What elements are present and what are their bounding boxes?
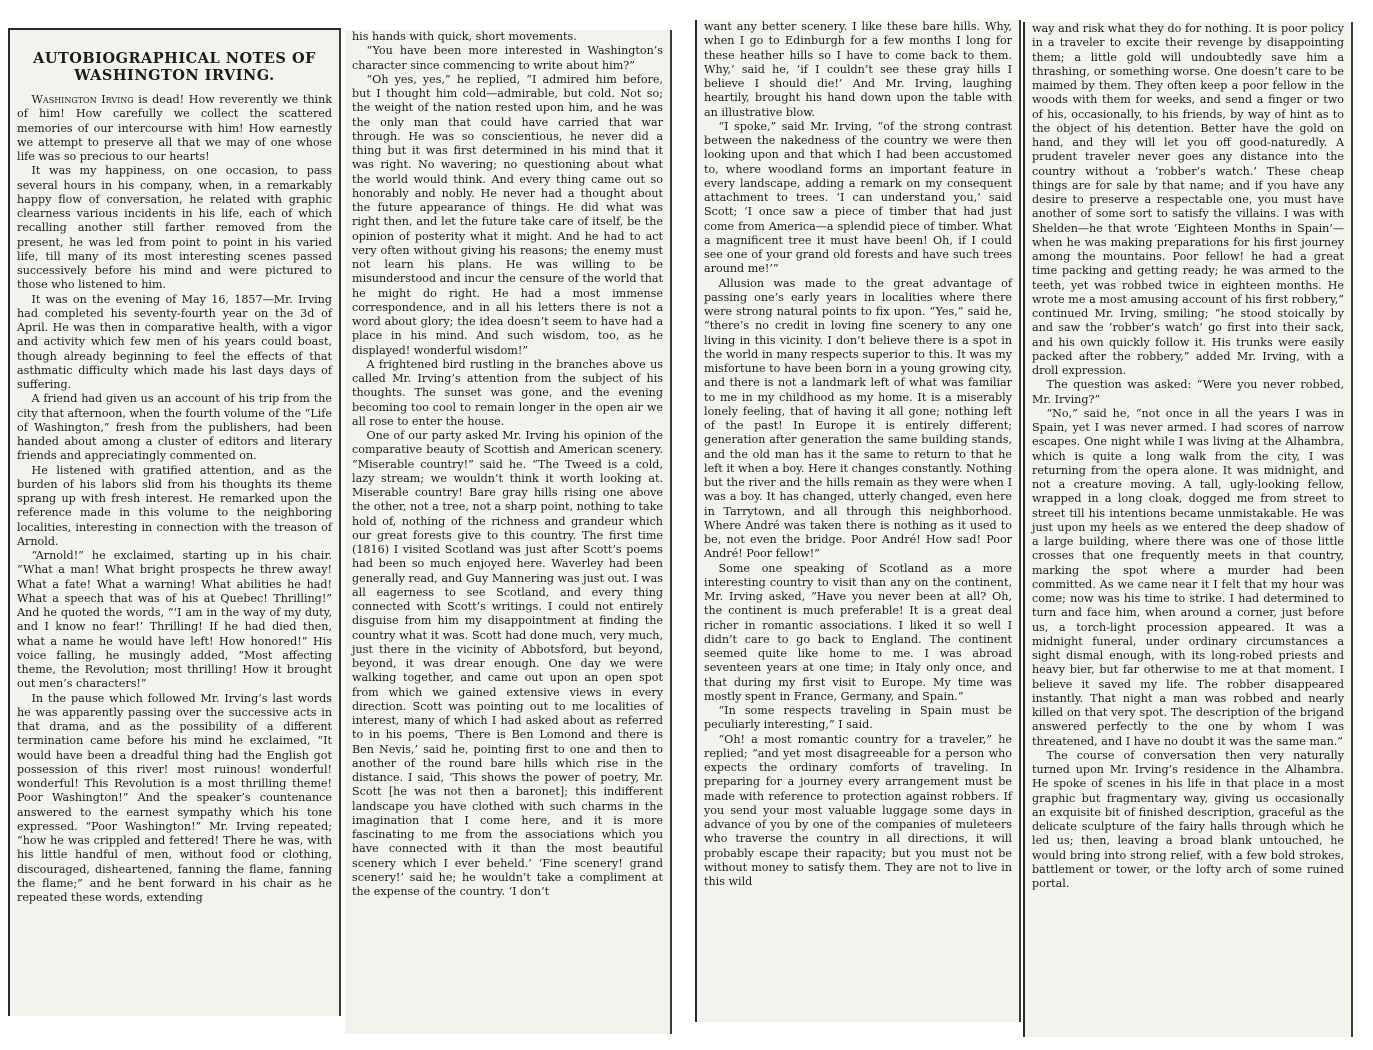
paragraph-text: Allusion was made to the great advantage of passing one’s early years in localities where there were strong natural points to fix upon. “Yes,” said he, “there’s no credit in loving fine scenery to any one living in this vicinity. I don’t believe there is a spot in the world in many respects superior to this. It was my misfortune to have been born in a young growing city, and there is not a landmark left of what was familiar to me in my childhood as my home. It is a miserably lonely feeling, that of having it all gone; nothing left of the past! In Europe it is entirely different; generation after generation the same building stands, and the old man has it the same to return to that he left it when a boy. Here it changes constantly. Nothing but the river and the hills remain as they were when I was a boy. It has changed, utterly changed, even here in Tarrytown, and all through this neighborhood. Where André was taken there is nothing as it used to be, not even the bridge. Poor André! How sad! Poor André! Poor fellow!” [704, 276, 1012, 561]
headline-line-2: WASHINGTON IRVING. [74, 67, 275, 84]
article-paragraph [17, 392, 332, 463]
article-paragraph [704, 733, 1012, 890]
article-paragraph [1032, 407, 1344, 749]
article-paragraph [704, 277, 1012, 562]
article-paragraph [704, 120, 1012, 277]
paragraph-text: One of our party asked Mr. Irving his opinion of the comparative beauty of Scottish and American scenery. “Miserable country!” said he. “The Tweed is a cold, lazy stream; we wouldn’t think it worth looking at. Miserable country! Bare gray hills rising one above the other, not a tree, not a sharp point, nothing to take hold of, nothing of the richness and grandeur which our great forests give to this country. The first time (1816) I visited Scotland was just after Scott’s poems had been so much enjoyed here. Waverley had been generally read, and Guy Mannering was just out. I was all eagerness to see Scotland, and every thing connected with Scott’s writings. I could not entirely disguise from him my disappointment at finding the country what it was. Scott had done much, very much, just there in the vicinity of Abbotsford, but beyond, beyond, it was drear enough. One day we were walking together, and came out upon an open spot from which we gained extensive views in every direction. Scott was pointing out to me localities of interest, many of which I had asked about as referred to in his poems, ‘There is Ben Lomond and there is Ben Nevis,’ said he, pointing first to one and then to another of the round bare hills which rise in the distance. I said, ‘This shows the power of poetry, Mr. Scott [he was not then a baronet]; this indifferent landscape you have clothed with such charms in the imagination that I come here, and it is more fascinating to me from the associations which you have connected with it than the most beautiful scenery which I ever beheld.’ ‘Fine scenery! grand scenery!’ said he; he wouldn’t take a compliment at the expense of the country. ‘I don’t [352, 429, 663, 898]
article-paragraph [704, 704, 1012, 733]
newspaper-column-4 [1023, 22, 1353, 1037]
article-paragraph [17, 93, 332, 164]
paragraph-text: “Oh! a most romantic country for a traveler,” he replied; “and yet most disagreeable for a person who expects the ordinary comforts of traveling. In preparing for a journey every arrangement must be made with reference to protection against robbers. If you send your most valuable luggage some days in advance of you by one of the companies of muleteers who traverse the country in all directions, it will probably escape their rapacity; but you must not be without money to satisfy them. They are not to live in this wild [704, 732, 1012, 888]
headline-line-1: AUTOBIOGRAPHICAL NOTES OF [33, 50, 316, 67]
paragraph-text: “No,” said he, “not once in all the years I was in Spain, yet I was never armed. I had scores of narrow escapes. One night while I was living at the Alhambra, which is quite a long walk from the city, I was returning from the opera alone. It was midnight, and not a creature moving. A tall, ugly-looking fellow, wrapped in a long cloak, dogged me from street to street till his intentions became unmistakable. He was just upon my heels as we entered the deep shadow of a large building, where there was one of those little crosses that one frequently meets in that country, marking the spot where a murder had been committed. As we came near it I felt that my hour was come; now was his time to strike. I had determined to turn and face him, when around a corner, just before us, a torch-light procession appeared. It was a midnight funeral, under ordinary circumstances a sight dismal enough, with its long-robed priests and heavy bier, but far otherwise to me at that moment. I believe it saved my life. The robber disappeared instantly. That night a man was robbed and nearly killed on that very spot. The description of the brigand answered perfectly to the one by whom I was threatened, and I have no doubt it was the same man.” [1032, 406, 1344, 748]
paragraph-text: Some one speaking of Scotland as a more interesting country to visit than any on the continent, Mr. Irving asked, “Have you never been at all? Oh, the continent is much preferable! It is a great deal richer in romantic associations. I liked it so well I didn’t care to go back to England. The continent seemed quite like home to me. I was abroad seventeen years at one time; in Italy only once, and that during my first visit to Europe. My time was mostly spent in France, Germany, and Spain.” [704, 561, 1012, 703]
paragraph-text: In the pause which followed Mr. Irving’s last words he was apparently passing over the successive acts in that drama, and as the possibility of a different termination came before his mind he exclaimed, “It would have been a dreadful thing had the English got possession of this river! most ruinous! wonderful! wonderful! This Revolution is a most thrilling theme! Poor Washington!” And the speaker’s countenance answered to the earnest sympathy which his tone expressed. “Poor Washington!” Mr. Irving repeated; “how he was crippled and fettered! There he was, with his little handful of men, without food or clothing, discouraged, disheartened, fanning the flame, fanning the flame;” and he bent forward in his chair as he repeated these words, extending [17, 691, 332, 904]
paragraph-text: way and risk what they do for nothing. It is poor policy in a traveler to excite their revenge by disappointing them; a little gold will undoubtedly save him a thrashing, or something worse. One doesn’t care to be maimed by them. They often keep a poor fellow in the woods with them for weeks, and send a finger or two of his, occasionally, to his friends, by way of hint as to the object of his detention. Better have the gold on hand, and they will let you off good-naturedly. A prudent traveler never goes any distance into the country without a ‘robber’s watch.’ These cheap things are for sale by that name; and if you have any desire to preserve a respectable one, you must have another of some sort to satisfy the villains. I was with Shelden—he that wrote ‘Eighteen Months in Spain’—when he was making preparations for his first journey among the mountains. Poor fellow! he had a great time packing and getting ready; he was armed to the teeth, yet was robbed twice in eighteen months. He wrote me a most amusing account of his first robbery,” continued Mr. Irving, smiling; “he stood stoically by and saw the ‘robber’s watch’ go first into their sack, and his own quickly follow it. His trunks were easily packed after the robbery,” added Mr. Irving, with a droll expression. [1032, 22, 1344, 377]
column-body [17, 93, 332, 905]
paragraph-text: A frightened bird rustling in the branches above us called Mr. Irving’s attention from the subject of his thoughts. The sunset was gone, and the evening becoming too cool to remain longer in the open air we all rose to enter the house. [352, 357, 663, 428]
article-paragraph [704, 20, 1012, 120]
article-paragraph [17, 692, 332, 906]
column-body [704, 20, 1012, 889]
paragraph-text: want any better scenery. I like these bare hills. Why, when I go to Edinburgh for a few months I long for these heather hills so I have to come back to them. Why,’ said he, ‘if I couldn’t see these gray hills I believe I should die!’ And Mr. Irving, laughing heartily, brought his hand down upon the table with an illustrative blow. [704, 20, 1012, 119]
column-body [1032, 22, 1344, 891]
article-paragraph [17, 164, 332, 292]
article-paragraph [17, 293, 332, 393]
article-paragraph [17, 549, 332, 692]
paragraph-text: “You have been more interested in Washington’s character since commencing to write about him?” [352, 44, 663, 72]
paragraph-text: “Oh yes, yes,” he replied, “I admired him before, but I thought him cold—admirable, but cold. Not so; the weight of the nation rested upon him, and he was the only man that could have carried that war through. He was so conscientious, he never did a thing but it was first determined in his mind that it was right. No wavering; no questioning about what the world would think. And every thing came out so honorably and nobly. He never had a thought about the future appearance of things. He did what was right then, and let the future take care of itself, be the opinion of posterity what it might. And he had to act very often without giving his reasons; the enemy must not learn his plans. He was willing to be misunderstood and incur the censure of the world that he might do right. He had a most immense correspondence, and in all his letters there is not a word about glory; the idea doesn’t seem to have had a place in his mind. And such wisdom, too, as he displayed! wonderful wisdom!” [352, 72, 663, 357]
article-paragraph [1032, 378, 1344, 407]
article-paragraph [352, 30, 663, 44]
article-paragraph [352, 44, 663, 73]
paragraph-text: “Arnold!” he exclaimed, starting up in his chair. “What a man! What bright prospects he threw away! What a fate! What a warning! What abilities he had! What a speech that was of his at Quebec! Thrilling!” And he quoted the words, “‘I am in the way of my duty, and I know no fear!’ Thrilling! If he had died then, what a name he would have left! How honored!” His voice falling, he musingly added, “Most affecting theme, the Revolution; most thrilling! How it brought out men’s characters!” [17, 549, 332, 691]
column-body [352, 30, 663, 899]
paragraph-text: It was my happiness, on one occasion, to pass several hours in his company, when, in a remarkably happy flow of conversation, he related with graphic clearness various incidents in his life, each of which recalling another still farther removed from the present, he was led from point to point in his varied life, till many of its most interesting scenes passed successively before his mind and were pictured to those who listened to him. [17, 164, 332, 292]
article-paragraph [352, 358, 663, 429]
newspaper-column-1 [8, 28, 341, 1016]
article-paragraph [352, 73, 663, 358]
newspaper-column-2 [345, 30, 672, 1034]
article-headline [17, 50, 332, 84]
paragraph-text: A friend had given us an account of his trip from the city that afternoon, when the fourth volume of the “Life of Washington,” fresh from the publishers, had been handed about among a cluster of editors and literary friends and appreciatingly commented on. [17, 392, 332, 463]
article-paragraph [1032, 749, 1344, 892]
paragraph-lead: Washington Irving [31, 93, 134, 106]
newspaper-column-3 [695, 20, 1021, 1022]
article-paragraph [17, 464, 332, 550]
article-paragraph [704, 562, 1012, 705]
paragraph-text: He listened with gratified attention, and as the burden of his labors slid from his thoughts its theme sprang up with fresh interest. He remarked upon the reference made in this volume to the neighboring localities, interesting in connection with the treason of Arnold. [17, 463, 332, 548]
paragraph-text: “In some respects traveling in Spain must be peculiarly interesting,” I said. [704, 704, 1012, 732]
paragraph-text: The course of conversation then very naturally turned upon Mr. Irving’s residence in the Alhambra. He spoke of scenes in his life in that place in a most graphic but fragmentary way, giving us occasionally an exquisite bit of finished description, graceful as the delicate sculpture of the fairy halls through which he led us; then, leaving a broad blank untouched, he would bring into strong relief, with a few bold strokes, battlement or tower, or the lofty arch of some ruined portal. [1032, 748, 1344, 890]
article-paragraph [352, 429, 663, 899]
paragraph-text: It was on the evening of May 16, 1857—Mr. Irving had completed his seventy-fourth year on the 3d of April. He was then in comparative health, with a vigor and activity which few men of his years could boast, though already beginning to feel the effects of that asthmatic difficulty which made his last days days of suffering. [17, 292, 332, 391]
paragraph-text: The question was asked: “Were you never robbed, Mr. Irving?” [1032, 378, 1344, 406]
paragraph-text: “I spoke,” said Mr. Irving, “of the strong contrast between the nakedness of the country we were then looking upon and that which I had been accustomed to, where woodland forms an important feature in every landscape, adding a remark on my consequent attachment to trees. ‘I can understand you,’ said Scott; ‘I once saw a piece of timber that had just come from America—a splendid piece of timber. What a magnificent tree it must have been! Oh, if I could see one of your grand old forests and have such trees around me!’” [704, 119, 1012, 276]
paragraph-text: is dead! How reverently we think of him! How carefully we collect the scattered memories of our intercourse with him! How earnestly we attempt to preserve all that we may of one whose life was so precious to our hearts! [17, 93, 332, 163]
paragraph-text: his hands with quick, short movements. [352, 30, 577, 43]
article-paragraph [1032, 22, 1344, 378]
